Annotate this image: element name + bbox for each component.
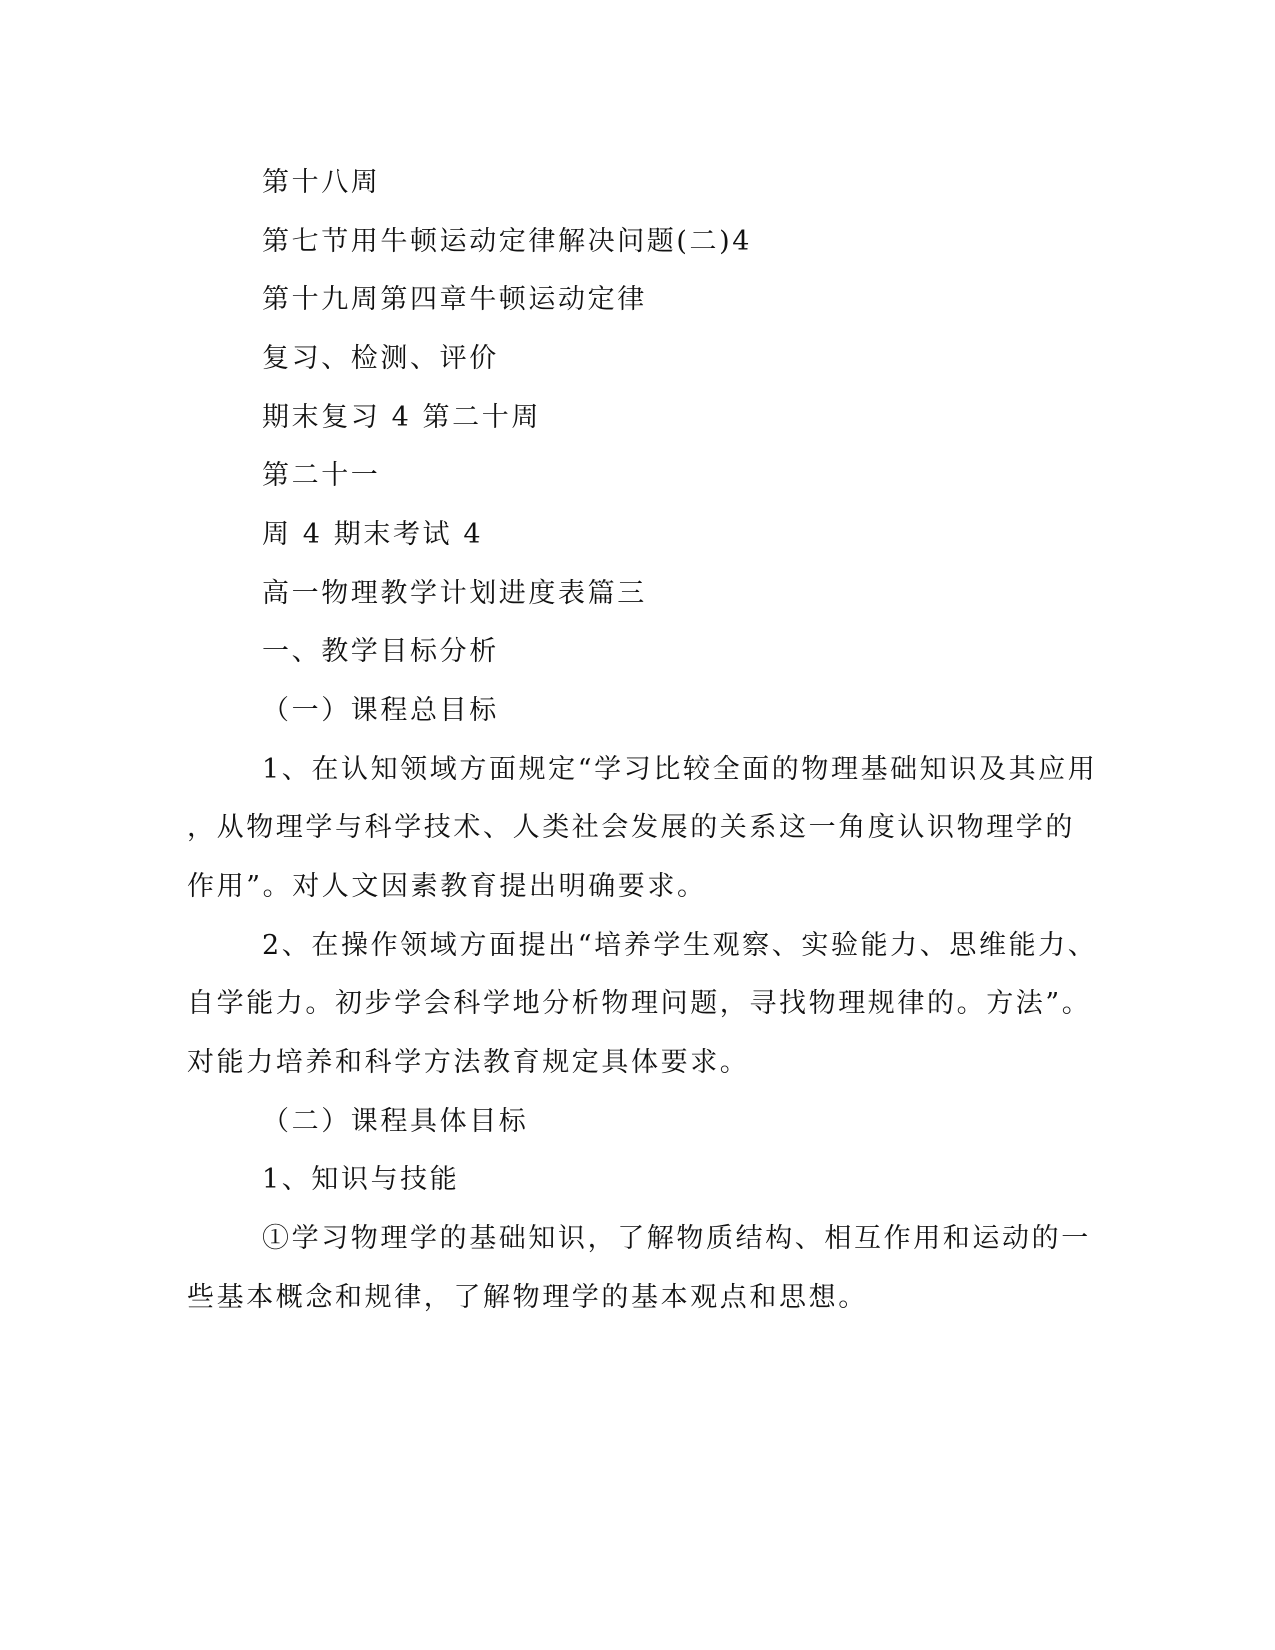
subsection-heading-2: （二）课程具体目标 [262,1106,529,1137]
paragraph-1-line-1: 1、在认知领域方面规定“学习比较全面的物理基础知识及其应用 [262,754,1098,785]
subsection-heading-1: （一）课程总目标 [262,695,499,726]
paragraph-1-line-3: 作用”。对人文因素教育提出明确要求。 [187,871,707,902]
final-review-line: 期末复习 4 第二十周 [262,402,541,433]
final-exam-line: 周 4 期末考试 4 [262,519,484,550]
paragraph-2-line-2: 自学能力。初步学会科学地分析物理问题，寻找物理规律的。方法”。 [187,988,1092,1019]
week-19-line: 第十九周第四章牛顿运动定律 [262,284,647,315]
paragraph-1-line-2: ，从物理学与科学技术、人类社会发展的关系这一角度认识物理学的 [187,812,1075,843]
paragraph-2-line-1: 2、在操作领域方面提出“培养学生观察、实验能力、思维能力、 [262,930,1098,961]
paragraph-3-line-2: 些基本概念和规律，了解物理学的基本观点和思想。 [187,1282,868,1313]
paragraph-2-line-3: 对能力培养和科学方法教育规定具体要求。 [187,1047,750,1078]
week-21-line: 第二十一 [262,460,381,491]
week-18-heading: 第十八周 [262,167,381,198]
article-title: 高一物理教学计划进度表篇三 [262,578,647,609]
section-heading-1: 一、教学目标分析 [262,636,499,667]
knowledge-skills-heading: 1、知识与技能 [262,1164,460,1195]
paragraph-3-line-1: ①学习物理学的基础知识，了解物质结构、相互作用和运动的一 [262,1223,1091,1254]
review-line: 复习、检测、评价 [262,343,499,374]
section-7-line: 第七节用牛顿运动定律解决问题(二)4 [262,226,753,257]
